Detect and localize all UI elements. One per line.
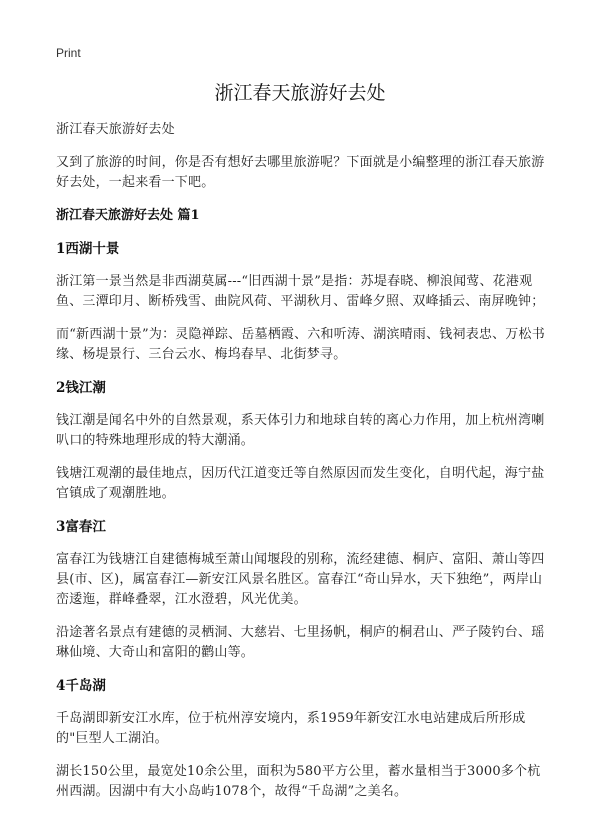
section-heading-qianjiang-tide: 2钱江潮 — [56, 380, 106, 396]
print-link[interactable]: Print — [56, 46, 81, 60]
document-subtitle: 浙江春天旅游好去处 — [56, 122, 175, 137]
section-paragraph: 浙江第一景当然是非西湖莫属---“旧西湖十景”是指：苏堤春晓、柳浪闻莺、花港观鱼、三潭印月、断桥残雪、曲院风荷、平湖秋月、雷峰夕照、双峰插云、南屏晚钟； — [56, 274, 545, 309]
section-heading-west-lake: 1西湖十景 — [56, 241, 120, 257]
document-body — [56, 120, 550, 815]
intro-paragraph: 又到了旅游的时间，你是否有想好去哪里旅游呢？下面就是小编整理的浙江春天旅游好去处，一起来看一下吧。 — [56, 155, 545, 190]
section-paragraph: 钱江潮是闻名中外的自然景观，系天体引力和地球自转的离心力作用，加上杭州湾喇叭口的特殊地理形成的特大潮涌。 — [56, 413, 545, 448]
section-paragraph: 湖长150公里，最宽处10余公里，面积为580平方公里，蓄水量相当于3000多个杭州西湖。因湖中有大小岛屿1078个，故得“千岛湖”之美名。 — [56, 764, 541, 799]
section-paragraph: 而“新西湖十景”为：灵隐禅踪、岳墓栖霞、六和听涛、湖滨晴雨、钱祠表忠、万松书缘、杨堤景行、三台云水、梅坞春早、北街梦寻。 — [56, 327, 545, 362]
page-title: 浙江春天旅游好去处 — [214, 82, 386, 104]
section-paragraph: 富春江为钱塘江自建德梅城至萧山闻堰段的别称，流经建德、桐庐、富阳、萧山等四县(市、区)，属富春江—新安江风景名胜区。富春江“奇山异水，天下独绝”，两岸山峦逶迤，群峰叠翠，江水澄碧，风光优美。 — [56, 552, 545, 607]
section-paragraph: 千岛湖即新安江水库，位于杭州淳安境内，系1959年新安江水电站建成后所形成的"巨型人工湖泊。 — [56, 711, 526, 746]
section-paragraph: 沿途著名景点有建德的灵栖洞、大慈岩、七里扬帆，桐庐的桐君山、严子陵钓台、瑶琳仙境、大奇山和富阳的鹳山等。 — [56, 625, 545, 660]
section-heading-qiandao-lake: 4千岛湖 — [56, 678, 106, 694]
section-paragraph: 钱塘江观潮的最佳地点，因历代江道变迁等自然原因而发生变化，自明代起，海宁盐官镇成了观潮胜地。 — [56, 466, 545, 501]
section-heading-fuchun-river: 3富春江 — [56, 519, 106, 535]
article-heading: 浙江春天旅游好去处 篇1 — [56, 208, 200, 223]
